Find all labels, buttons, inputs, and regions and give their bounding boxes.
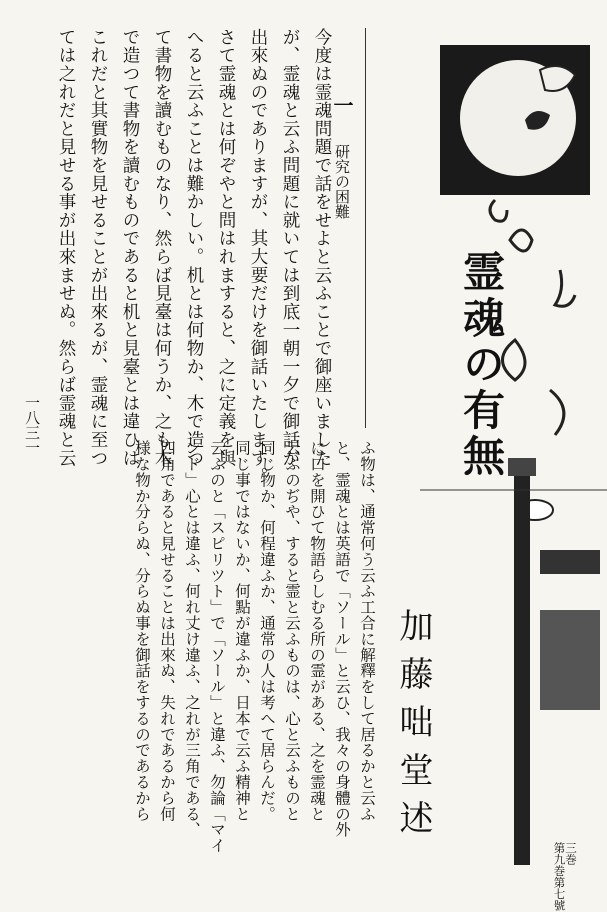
petal-icon	[550, 390, 564, 435]
body-column: ては之れだと見せる事が出來ませぬ。然らば霊魂と云	[56, 28, 76, 468]
page-number: 一八三一	[23, 395, 41, 455]
petal-icon	[490, 200, 507, 221]
body-column: が、霊魂と云ふ問題に就いては到底一朝一夕で御話が	[280, 28, 300, 468]
sword-blade	[514, 465, 530, 865]
section-number: 一	[330, 95, 354, 115]
body-column: に口を開ひて物語らしむる所の霊がある、之を霊魂と	[308, 440, 326, 822]
petal-icon	[555, 270, 575, 306]
body-column: さて霊魂とは何ぞやと問はれますると、之に定義を與	[216, 28, 236, 468]
body-column: 今度は霊魂問題で話をせよと云ふことで御座いました	[312, 28, 332, 468]
body-column: 云ふのぢや、すると霊と云ふものは、心と云ふものと	[283, 440, 301, 822]
body-column: 様な物か分らぬ、分らぬ事を御話をするのであるから	[133, 440, 151, 822]
body-column: ふ物は、通常何う云ふ工合に解釋をして居るかと云ふ	[358, 440, 376, 822]
body-column: これだと其實物を見せることが出來るが、霊魂に至つ	[88, 28, 108, 468]
petal-icon	[510, 230, 532, 251]
body-column: と、霊魂とは英語で「ソール」と云ひ、我々の身體の外	[333, 440, 351, 838]
sword-pommel	[508, 458, 536, 476]
article-author: 加藤咄堂述	[393, 608, 433, 848]
volume-line: 第九巻第七號	[552, 842, 567, 911]
body-column: 四角であると見せることは出來ぬ、失れであるから何	[158, 440, 176, 822]
body-column: へると云ふことは難かしい。机とは何物か、木で造つ	[184, 28, 204, 468]
body-column: 同じ事ではないか、何點が違ふか、日本で云ふ精神と	[233, 440, 251, 822]
section-heading: 研究の困難	[333, 144, 351, 219]
sword-guard	[540, 550, 600, 574]
volume-info	[526, 842, 578, 911]
body-column: て書物を讀むものなり、然らば見臺は何うか、之も木	[152, 28, 172, 468]
body-column: で造つて書物を讀むものであると机と見臺とは違ひは	[120, 28, 140, 468]
body-column: 同じ物か、何程違ふか、通常の人は考へて居らんだ。	[258, 440, 276, 822]
section-heading-block	[330, 95, 352, 295]
body-column: ンド」心とは違ふ、何れ丈け違ふ、之れが三角である、	[183, 440, 201, 838]
body-column: 云ふのと「スピリツト」で「ソール」と違ふ、勿論「マイ	[208, 440, 226, 854]
article-title: 霊魂の有無	[457, 250, 506, 480]
scabbard-shade	[540, 610, 600, 710]
volume-line: 三巻	[564, 842, 578, 865]
column-rule	[365, 28, 366, 428]
body-column: 出來ぬのでありますが、其大要だけを御話いたします。	[248, 28, 268, 486]
